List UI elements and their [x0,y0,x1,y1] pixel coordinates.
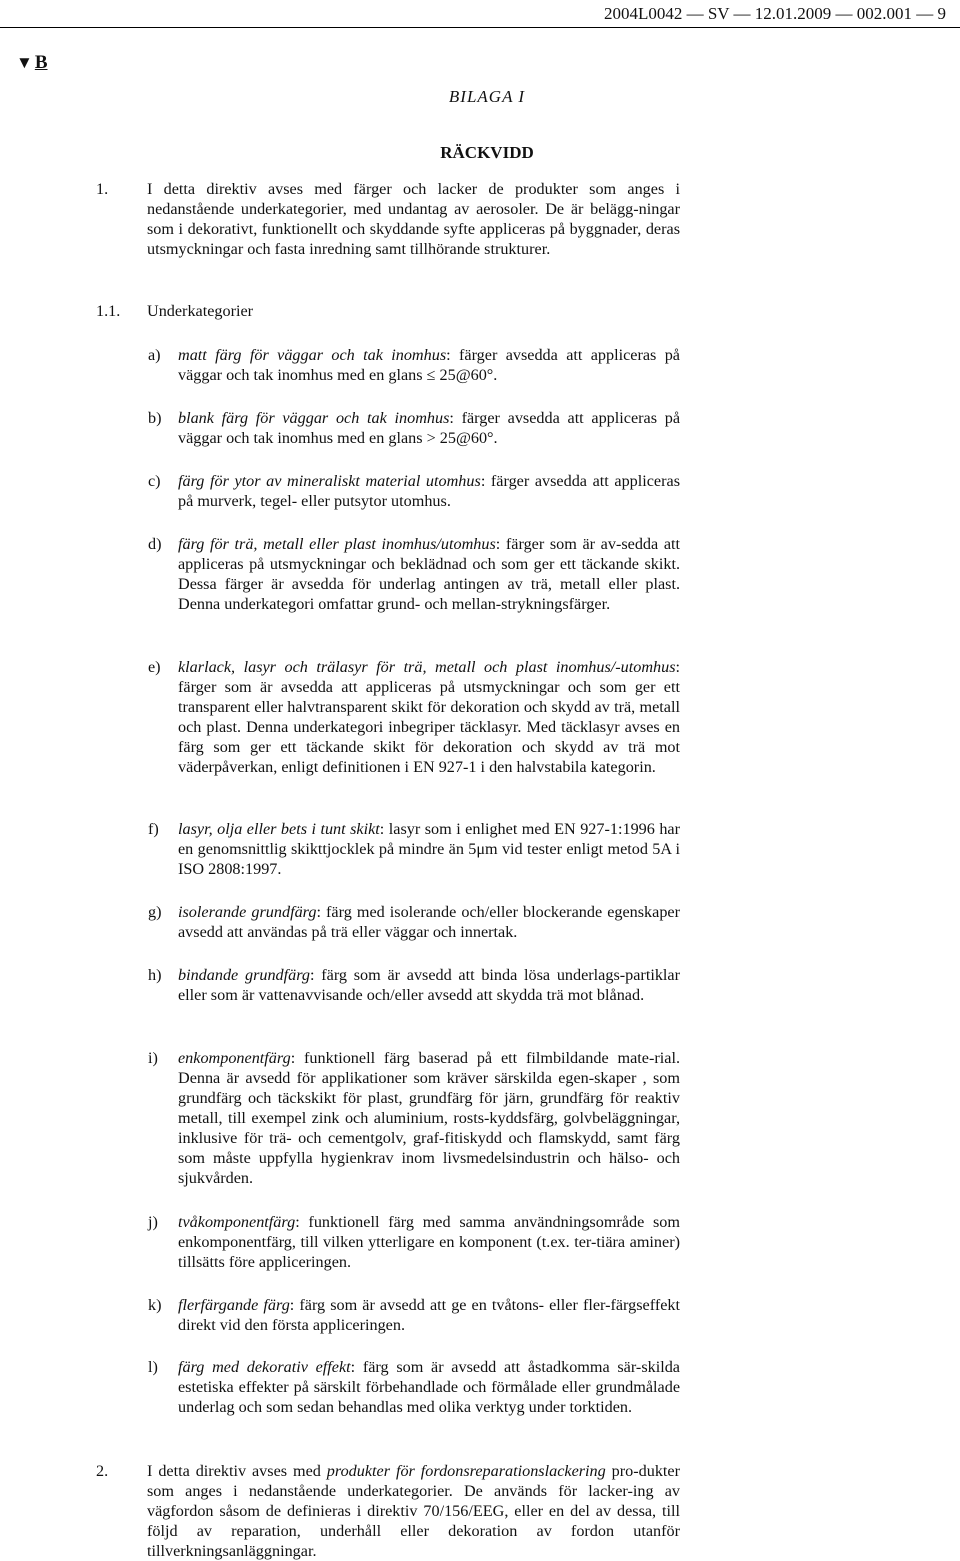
list-item [178,1048,680,1188]
list-item [178,657,680,777]
item-term: matt färg för väggar och tak inomhus [178,346,447,364]
item-term: blank färg för väggar och tak inomhus [178,409,450,427]
list-item [178,1212,680,1272]
item-letter: a) [148,346,161,364]
item-letter: k) [148,1296,162,1314]
item-text: : färger som är av-sedda att appliceras på utsmyckningar och beklädnad och som ger ett täckande skikt. Dessa färger är avsedda för underlag antingen av trä, metall eller plast. Denna underkategori omfattar grund- och mellan-strykningsfärger. [178,535,680,613]
triangle-down-icon: ▼ [16,53,33,72]
item-letter: j) [148,1213,158,1231]
subsection-title: Underkategorier [147,302,254,320]
list-item [178,408,680,448]
item-letter: l) [148,1358,158,1376]
paragraph-text [147,1461,680,1561]
list-item [178,345,680,385]
item-term: tvåkomponentfärg [178,1213,296,1231]
paragraph-text-end: pro-dukter som anges i nedanstående underkategorier. De används för lacker-ing av vägfordon såsom de definieras i direktiv 70/156/EEG, eller en del av dessa, till följd av reparation, underhåll eller dekoration av fordon utanför tillverkningsanläggningar. [147,1462,681,1560]
section-title: RÄCKVIDD [440,143,534,162]
item-letter: h) [148,966,162,984]
item-text: : färg med isolerande och/eller blockerande egenskaper avsedd att användas på trä eller väggar och innertak. [178,903,680,941]
item-text: : lasyr som i enlighet med EN 927-1:1996 har en genomsnittlig skikttjocklek på mindre än 5μm vid tester enligt metod 5A i ISO 2808:1997. [178,820,680,878]
item-text: : färger avsedda att appliceras på väggar och tak inomhus med en glans ≤ 25@60°. [178,346,680,384]
item-text: : färger som är avsedda att appliceras på utsmyckningar och som ger ett transparent eller halvtransparent skikt för dekoration och skydd av trä, metall och plast. Denna underkategori inbegriper täcklasyr. Med täcklasyr avses en färg som ger ett täckande skikt för dekoration och skydd av trä mot väderpåverkan, enligt definitionen i EN 927-1 i den halvstabila kategorin. [178,658,680,776]
item-text: : funktionell färg med samma användningsområde som enkomponentfärg, till vilken ytterligare en komponent (t.ex. ter-tiära aminer) tillsätts före appliceringen. [178,1213,680,1271]
item-term: flerfärgande färg [178,1296,290,1314]
list-item [178,1357,680,1417]
list-item [178,819,680,879]
amendment-marker-letter: B [34,52,48,73]
item-text: : färger avsedda att appliceras på murverk, tegel- eller putsytor utomhus. [178,472,680,510]
amendment-marker [16,52,48,74]
list-item [178,1295,680,1335]
item-letter: d) [148,535,162,553]
item-letter: b) [148,409,162,427]
paragraph-term: produkter för fordonsreparationslackering [326,1462,606,1480]
header-divider [0,27,960,28]
paragraph-text-start: I detta direktiv avses med [147,1462,327,1480]
item-letter: c) [148,472,161,490]
list-item [178,965,680,1005]
item-term: lasyr, olja eller bets i tunt skikt [178,820,380,838]
document-reference-header: 2004L0042 — SV — 12.01.2009 — 002.001 — 9 [603,4,946,23]
item-text: : färg som är avsedd att åstadkomma sär-skilda estetiska effekter på särskilt förbehandlade och förmålade eller grundmålade underlag och som sedan behandlas med olika verktyg under torktiden. [178,1358,680,1416]
list-item [178,902,680,942]
paragraph-number: 2. [96,1462,109,1480]
item-letter: f) [148,820,159,838]
paragraph-text: I detta direktiv avses med färger och lacker de produkter som anges i nedanstående underkategorier, med undantag av aerosoler. De är belägg-ningar som i dekorativt, funktionellt och skyddande syfte appliceras på byggnader, deras utsmyckningar och fasta inredning samt tillhörande strukturer. [147,180,680,258]
subsection-number: 1.1. [96,302,121,320]
item-term: isolerande grundfärg [178,903,317,921]
item-letter: g) [148,903,162,921]
item-text: : funktionell färg baserad på ett filmbildande mate-rial. Denna är avsedd för applikationer som kräver särskilda egen-skaper , som grundfärg och täckskikt för plast, grundfärg för järn, grundfärg för reaktiv metall, till exempel zink och aluminium, rosts-kyddsfärg, golvbeläggningar, inklusive för trä- och cementgolv, graf-fitiskydd och flamskydd, samt färg som måste uppfylla hygienkrav inom livsmedelsindustrin och hälso- och sjukvården. [178,1049,680,1187]
list-item [178,471,680,511]
item-term: färg med dekorativ effekt [178,1358,351,1376]
item-term: enkomponentfärg [178,1049,291,1067]
annex-title: BILAGA I [448,87,526,106]
item-letter: i) [148,1049,158,1067]
item-term: färg för ytor av mineraliskt material utomhus [178,472,481,490]
paragraph-number: 1. [96,180,109,198]
item-text: : färger avsedda att appliceras på väggar och tak inomhus med en glans > 25@60°. [178,409,681,447]
item-text: : färg som är avsedd att ge en tvåtons- eller fler-färgseffekt direkt vid den första appliceringen. [178,1296,680,1334]
item-letter: e) [148,658,161,676]
item-term: bindande grundfärg [178,966,311,984]
item-term: klarlack, lasyr och trälasyr för trä, metall och plast inomhus/-utomhus [178,658,676,676]
list-item [178,534,680,614]
item-text: : färg som är avsedd att binda lösa underlags-partiklar eller som är vattenavvisande och/eller avsedd att skydda trä mot blånad. [178,966,680,1004]
item-term: färg för trä, metall eller plast inomhus/utomhus [178,535,496,553]
